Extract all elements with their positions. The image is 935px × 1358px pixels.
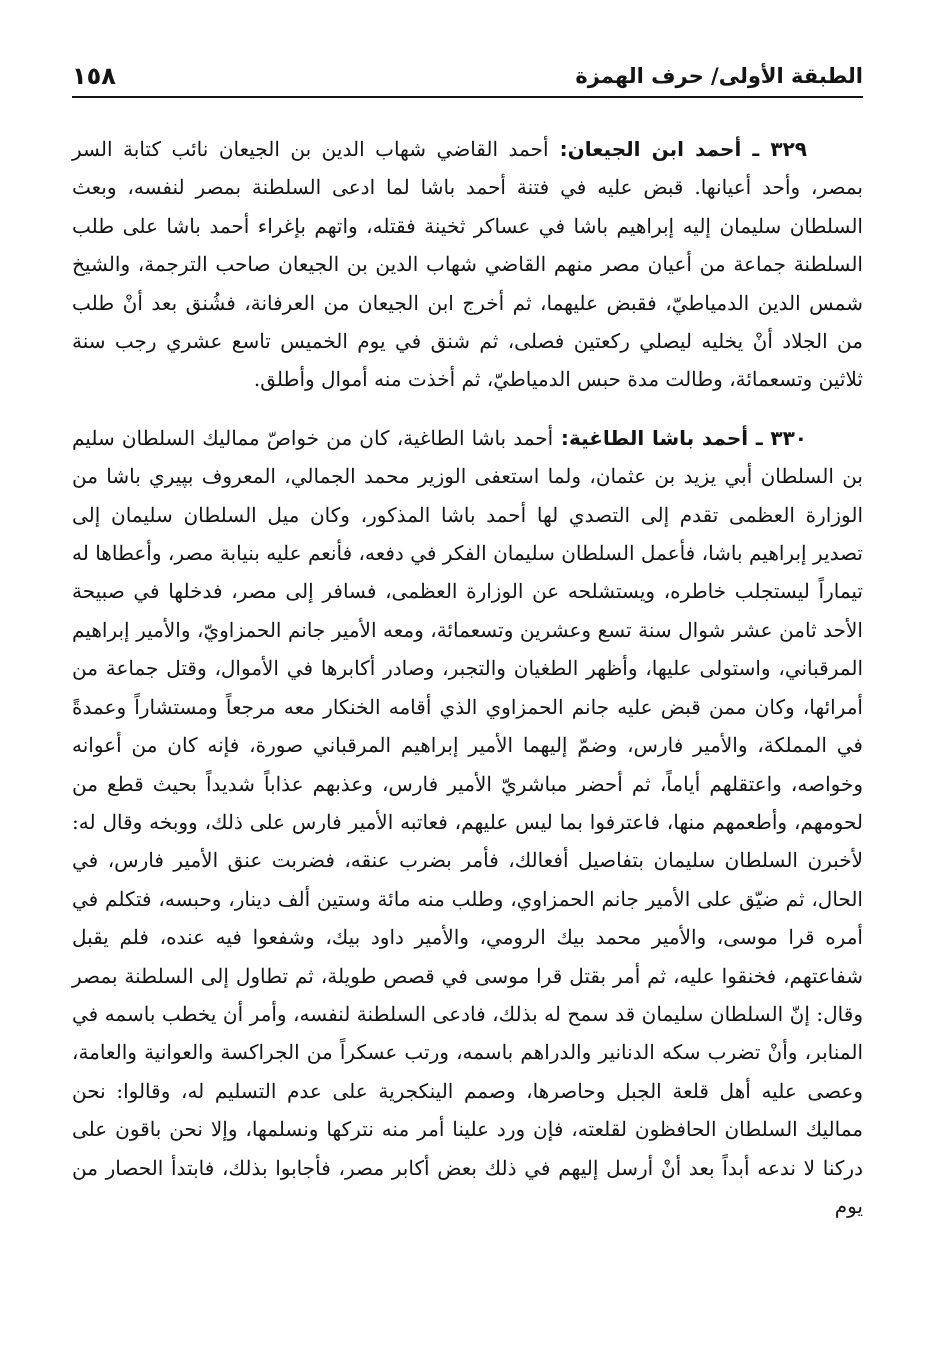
biography-entry-330 xyxy=(72,419,863,1226)
entry-heading xyxy=(549,137,807,161)
entry-number: ٣٢٩ xyxy=(770,137,807,161)
entry-heading xyxy=(553,426,807,450)
entry-colon: : xyxy=(548,137,568,161)
entry-text: أحمد باشا الطاغية، كان من خواصّ مماليك السلطان سليم بن السلطان أبي يزيد بن عثمان، ولما استعفى الوزير محمد الجمالي، المعروف بپيري باشا من الوزارة العظمى تقدم إلى التصدي لها أحمد باشا المذكور، وكان ميل السلطان سليمان إلى تصدير إبراهيم باشا، فأعمل السلطان سليمان الفكر في دفعه، فأنعم عليه بنيابة مصر، وأعطاها له تيماراً ليستجلب خاطره، ويستشلحه عن الوزارة العظمى، فسافر إلى مصر، فدخلها في صبيحة الأحد ثامن عشر شوال سنة تسع وعشرين وتسعمائة، ومعه الأمير جانم الحمزاويّ، والأمير إبراهيم المرقباني، واستولى عليها، وأظهر الطغيان والتجبر، وصادر أكابرها في الأموال، وقتل جماعة من أمرائها، وكان ممن قبض عليه جانم الحمزاوي الذي أقامه الخنكار معه مرجعاً ومستشاراً وعمدةً في المملكة، والأمير فارس، وضمّ إليهما الأمير إبراهيم المرقباني صورة، فإنه كان من أعوانه وخواصه، واعتقلهم أياماً، ثم أحضر مباشريّ الأمير فارس، وعذبهم عذاباً شديداً بحيث قطع من لحومهم، وأطعمهم منها، فاعترفوا بما ليس عليهم، فعاتبه الأمير فارس على ذلك، ووبخه وقال له: لأخبرن السلطان سليمان بتفاصيل أفعالك، فأمر بضرب عنقه، فضربت عنق الأمير فارس، في الحال، ثم ضيّق على الأمير جانم الحمزاوي، وطلب منه مائة وستين ألف دينار، وحبسه، فتكلم في أمره قرا موسى، والأمير محمد بيك الرومي، والأمير داود بيك، وشفعوا فيه عنده، فلم يقبل شفاعتهم، فخنقوا عليه، ثم أمر بقتل قرا موسى في قصص طويلة، ثم تطاول إلى السلطنة بمصر وقال: إنّ السلطان سليمان قد سمح له بذلك، فادعى السلطنة لنفسه، وأمر أن يخطب باسمه في المنابر، وأنْ تضرب سكه الدنانير والدراهم باسمه، ورتب عسكراً من الجراكسة والعوانية والعامة، وعصى عليه أهل قلعة الجبل وحاصرها، وصمم الينكجرية على عدم التسليم له، وقالوا: نحن مماليك السلطان الحافظون لقلعته، فإن ورد علينا أمر منه نتركها ونسلمها، وإلا نحن باقون على دركنا لا ندعه أبداً بعد أنْ أرسل إليهم في ذلك بعض أكابر مصر، فأجابوا بذلك، فابتدأ الحصار من يوم xyxy=(72,425,864,1218)
page-body xyxy=(72,130,863,1225)
entry-number: ٣٣٠ xyxy=(770,425,807,450)
running-title: الطبقة الأولى/ حرف الهمزة xyxy=(575,64,863,88)
entry-text: أحمد القاضي شهاب الدين بن الجيعان نائب كتابة السر بمصر، وأحد أعيانها. قبض عليه في فتنة أحمد باشا لما ادعى السلطنة بمصر لنفسه، وبعث السلطان سليمان إليه إبراهيم باشا في عساكر ثخينة فقتله، واتهم بإغراء أحمد باشا على طلب السلطنة جماعة من أعيان مصر منهم القاضي شهاب الدين بن الجيعان صاحب الترجمة، والشيخ شمس الدين الدمياطيّ، فقبض عليهما، ثم أخرج ابن الجيعان من العرفانة، فشُنق بعد أنْ طلب من الجلاد أنْ يخليه ليصلي ركعتين فصلى، ثم شنق في يوم الخميس تاسع عشري رجب سنة ثلاثين وتسعمائة، وطالت مدة حبس الدمياطيّ، ثم أخذت منه أموال وأطلق. xyxy=(72,137,863,392)
page-number: ١٥٨ xyxy=(72,62,116,90)
entry-name: أحمد باشا الطاغية xyxy=(568,425,749,450)
page-header xyxy=(72,50,863,98)
entry-separator: ـ xyxy=(748,425,771,450)
entry-colon: : xyxy=(553,425,569,450)
entry-name: أحمد ابن الجيعان xyxy=(567,137,742,161)
entry-separator: ـ xyxy=(741,137,771,161)
biography-entry-329 xyxy=(72,130,863,399)
